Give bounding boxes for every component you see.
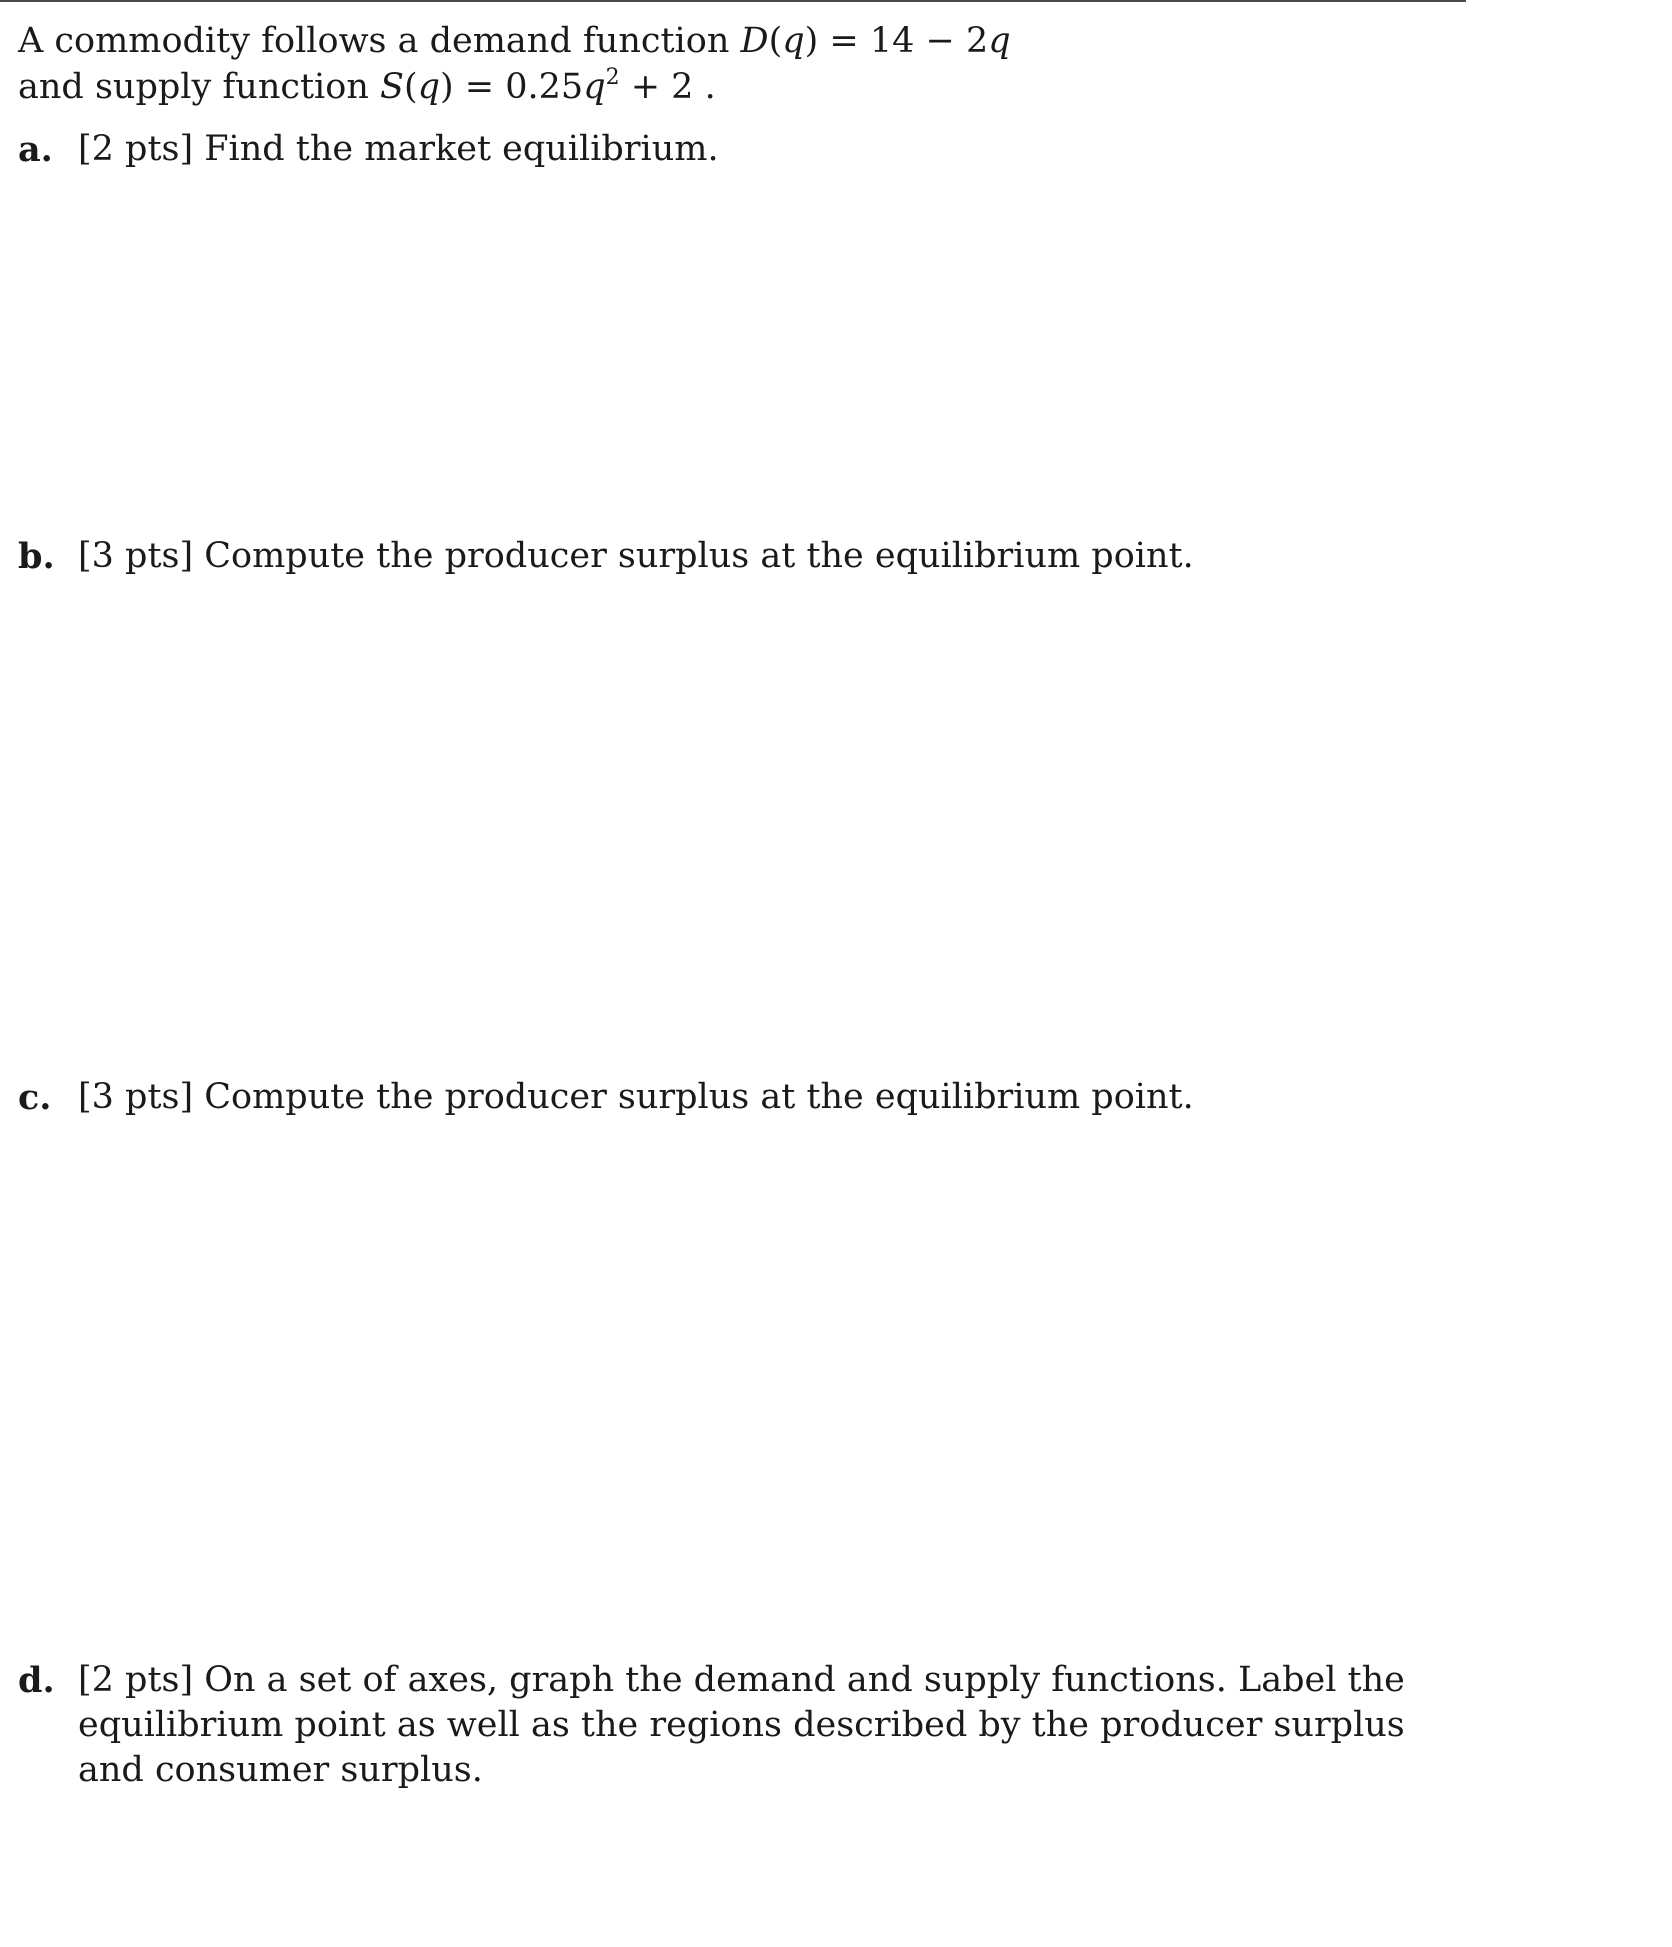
- question-letter: b.: [18, 536, 55, 577]
- top-divider: [0, 0, 1466, 2]
- demand-open-paren: (: [768, 21, 783, 61]
- question-d: [18, 1658, 1438, 1793]
- supply-open-paren: (: [403, 67, 418, 107]
- question-c: [18, 1075, 1438, 1120]
- demand-function: [741, 21, 1011, 61]
- question-text: [2 pts] Find the market equilibrium.: [78, 129, 719, 169]
- demand-variable: q: [782, 21, 805, 61]
- supply-constant: + 2 .: [619, 67, 716, 107]
- question-text: [3 pts] Compute the producer surplus at the equilibrium point.: [78, 536, 1194, 576]
- question-a: [18, 127, 1438, 172]
- demand-symbol: D: [740, 21, 769, 61]
- intro-line-1-text: A commodity follows a demand function: [18, 21, 741, 61]
- question-letter: d.: [18, 1660, 55, 1701]
- supply-symbol: S: [379, 67, 404, 107]
- intro-line-1: [18, 18, 1518, 64]
- question-b: [18, 534, 1438, 579]
- intro-line-2: [18, 64, 1518, 110]
- question-letter: a.: [18, 129, 53, 170]
- supply-function: [380, 67, 716, 107]
- question-letter: c.: [18, 1077, 52, 1118]
- question-text: [3 pts] Compute the producer surplus at the equilibrium point.: [78, 1077, 1194, 1117]
- supply-variable-2: q: [583, 67, 606, 107]
- demand-expression: ) = 14 − 2: [804, 21, 989, 61]
- demand-variable-2: q: [988, 21, 1011, 61]
- supply-expression: ) = 0.25: [440, 67, 584, 107]
- supply-variable: q: [417, 67, 441, 107]
- problem-statement: [18, 18, 1518, 110]
- supply-exponent: 2: [605, 65, 620, 90]
- intro-line-2-text: and supply function: [18, 67, 380, 107]
- question-text: [2 pts] On a set of axes, graph the demand and supply functions. Label the equilibrium point as well as the regions described by the producer surplus and consumer surplus.: [78, 1660, 1405, 1790]
